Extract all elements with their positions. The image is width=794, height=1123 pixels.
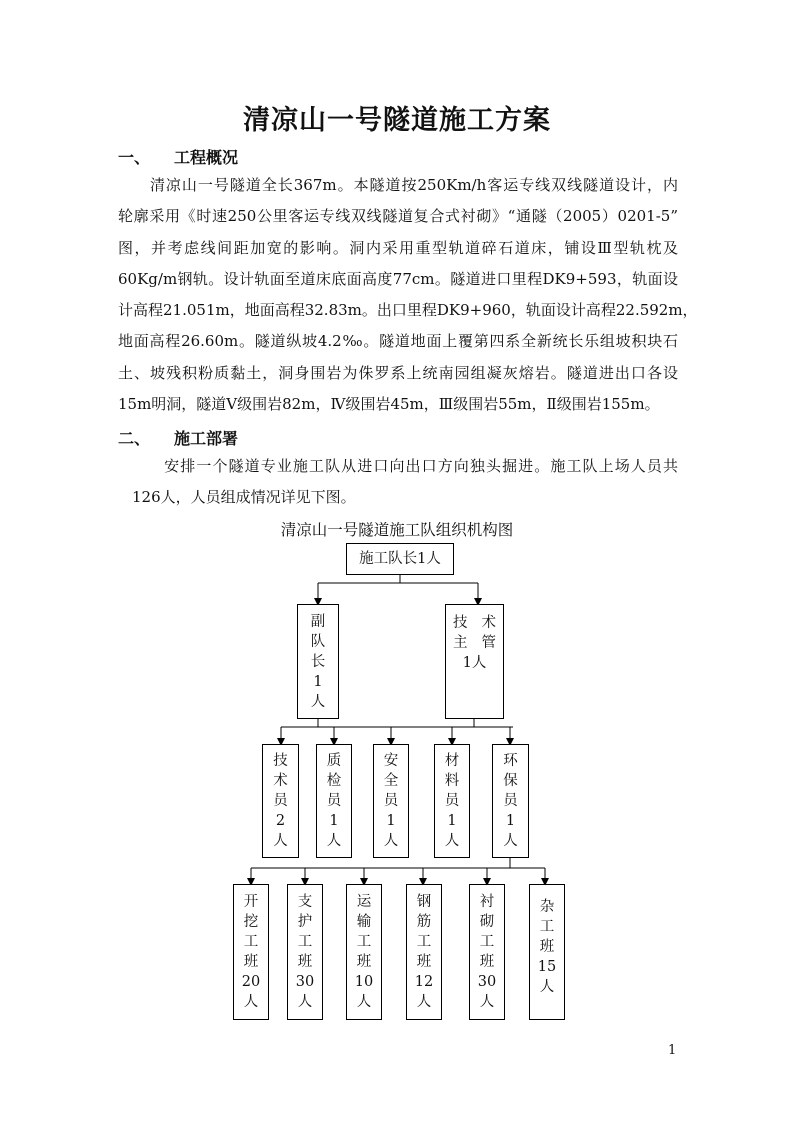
org-box-char: 2: [275, 813, 286, 829]
org-box-char: 1人: [462, 655, 487, 671]
org-box-char: 检: [326, 773, 342, 789]
org-box-char: 15: [537, 959, 557, 975]
org-box-char: 班: [479, 954, 495, 970]
org-box-char: 员: [383, 793, 399, 809]
org-box-char: 队: [310, 633, 326, 650]
org-box-char: 长: [310, 653, 326, 670]
org-box-char: 30: [295, 974, 315, 990]
org-box-char: 人: [356, 994, 372, 1010]
org-box-char: 1: [313, 673, 323, 690]
paragraph-line: 126人，人员组成情况详见下图。: [132, 488, 356, 507]
paragraph-line: 计高程21.051m，地面高程32.83m。出口里程DK9+960，轨面设计高程22.592m，: [118, 301, 698, 320]
org-box-char: 12: [414, 974, 434, 990]
org-box-char: 人: [444, 833, 460, 849]
org-chart-title: 清凉山一号隧道施工队组织机构图: [280, 521, 514, 539]
org-box-char: 技术: [453, 615, 510, 631]
org-box-char: 杂: [539, 899, 555, 915]
org-box-char: 班: [297, 954, 313, 970]
org-box-char: 1: [447, 813, 457, 829]
paragraph-line: 15m明洞，隧道Ⅴ级围岩82m，Ⅳ级围岩45m，Ⅲ级围岩55m，Ⅱ级围岩155m。: [118, 395, 660, 414]
org-box-char: 人: [297, 994, 313, 1010]
org-box-char: 质: [326, 753, 342, 769]
org-box-char: 材: [444, 753, 460, 769]
org-box-support-team: [287, 884, 323, 1020]
paragraph-line: 土、坡残积粉质黏土，洞身围岩为侏罗系上统南园组凝灰熔岩。隧道进出口各设: [118, 363, 678, 382]
org-box-char: 砌: [479, 914, 495, 930]
org-box-char: 人: [539, 979, 555, 995]
org-box-deputy-leader: [297, 604, 339, 719]
org-box-char: 人: [310, 693, 326, 710]
org-box-char: 班: [416, 954, 432, 970]
org-box-char: 工: [479, 934, 495, 950]
org-box-char: 技: [273, 753, 288, 769]
org-box-char: 班: [539, 939, 555, 955]
org-box-char: 主管: [453, 635, 510, 651]
org-box-char: 挖: [243, 914, 259, 930]
org-box-safety-officer: [373, 744, 409, 858]
paragraph-line: 图，并考虑线间距加宽的影响。洞内采用重型轨道碎石道床，铺设Ⅲ型轨枕及: [118, 238, 678, 257]
org-box-char: 环: [503, 753, 518, 769]
section-heading-2: [118, 426, 238, 449]
org-box-char: 20: [241, 974, 261, 990]
paragraph-line: 安排一个隧道专业施工队从进口向出口方向独头掘进。施工队上场人员共: [132, 457, 678, 475]
org-box-char: 工: [356, 934, 372, 950]
org-box-char: 支: [297, 894, 313, 910]
org-box-excavation-team: [233, 884, 269, 1020]
section-heading-1: [118, 145, 238, 168]
org-box-team-leader: [346, 543, 454, 575]
org-box-transport-team: [346, 884, 382, 1020]
org-box-char: 衬: [479, 894, 495, 910]
org-box-char: 钢: [416, 894, 432, 910]
org-box-char: 安: [383, 753, 399, 769]
paragraph-line: 清凉山一号隧道全长367m。本隧道按250Km/h客运专线双线隧道设计，内: [118, 176, 678, 194]
org-box-char: 人: [416, 994, 432, 1010]
org-box-char: 保: [503, 773, 518, 789]
org-box-char: 10: [354, 974, 374, 990]
org-box-labor-team: [529, 884, 565, 1020]
org-box-quality-inspector: [316, 744, 352, 858]
org-box-char: 员: [273, 793, 288, 809]
section-number: 二、: [118, 429, 151, 448]
org-box-char: 1: [386, 813, 396, 829]
org-box-char: 1: [505, 813, 516, 829]
org-box-label: 施工队长1人: [359, 551, 441, 567]
org-box-char: 人: [479, 994, 495, 1010]
org-box-technical-director: [445, 604, 510, 719]
section-title: 工程概况: [174, 148, 239, 167]
org-box-technician: [262, 744, 299, 858]
paragraph-line: 60Kg/m钢轨。设计轨面至道床底面高度77cm。隧道进口里程DK9+593，轨面设: [118, 269, 678, 288]
org-box-char: 开: [243, 894, 259, 910]
org-box-char: 工: [416, 934, 432, 950]
org-box-char: 筋: [416, 914, 432, 930]
section-number: 一、: [118, 148, 151, 167]
org-box-char: 工: [297, 934, 313, 950]
org-box-char: 输: [356, 914, 372, 930]
org-box-char: 班: [243, 954, 259, 970]
org-box-char: 副: [310, 613, 326, 630]
org-box-char: 运: [356, 894, 372, 910]
org-box-char: 1: [329, 813, 339, 829]
section-paragraph-1: [118, 170, 698, 420]
org-box-char: 工: [243, 934, 259, 950]
org-box-char: 人: [243, 994, 259, 1010]
org-box-environmental-officer: [492, 744, 529, 858]
section-paragraph-2: [132, 451, 678, 514]
org-box-rebar-team: [406, 884, 442, 1020]
org-box-char: 全: [383, 773, 399, 789]
org-box-char: 30: [477, 974, 497, 990]
org-box-char: 术: [273, 773, 288, 789]
org-box-char: 班: [356, 954, 372, 970]
page-number: 1: [668, 1043, 677, 1058]
org-box-lining-team: [469, 884, 505, 1020]
org-box-char: 员: [444, 793, 460, 809]
org-box-char: 工: [539, 919, 555, 935]
org-box-char: 员: [503, 793, 518, 809]
org-box-char: 料: [444, 773, 460, 789]
org-box-char: 人: [503, 833, 518, 849]
org-box-material-officer: [434, 744, 470, 858]
paragraph-line: 地面高程26.60m。隧道纵坡4.2‰。隧道地面上覆第四系全新统长乐组坡积块石: [118, 332, 678, 351]
org-box-char: 护: [297, 914, 313, 930]
org-box-char: 人: [383, 833, 399, 849]
org-box-char: 人: [273, 833, 288, 849]
org-box-char: 人: [326, 833, 342, 849]
document-title: 清凉山一号隧道施工方案: [243, 105, 551, 136]
paragraph-line: 轮廓采用《时速250公里客运专线双线隧道复合式衬砌》“通隧（2005）0201-5”: [118, 207, 678, 226]
org-box-char: 员: [326, 793, 342, 809]
section-title: 施工部署: [174, 429, 239, 448]
